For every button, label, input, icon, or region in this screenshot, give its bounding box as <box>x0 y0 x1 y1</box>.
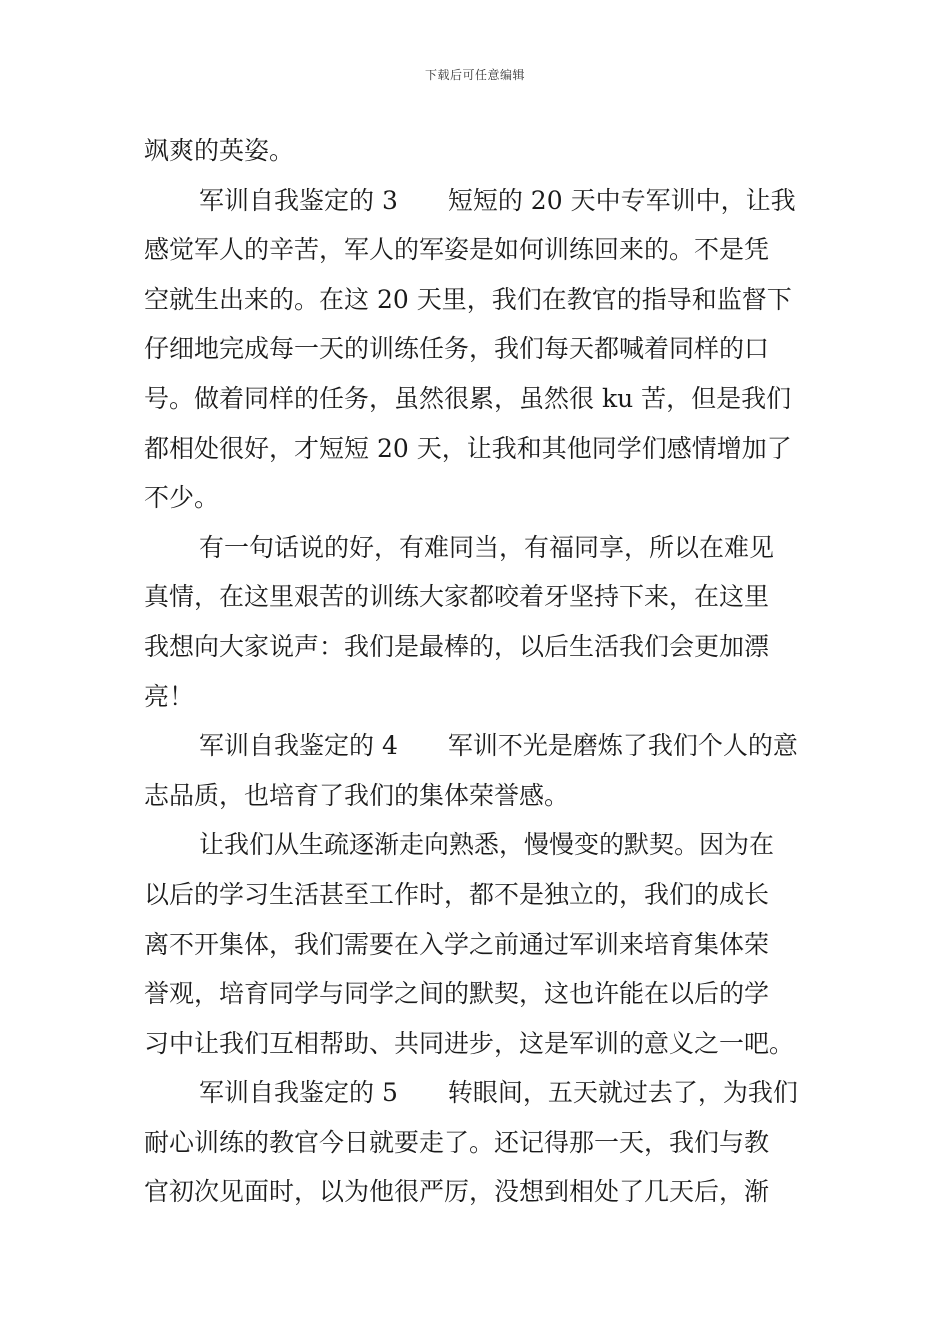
text-line-5: 仔细地完成每一天的训练任务，我们每天都喊着同样的口 <box>144 334 770 364</box>
section-heading-3: 军训自我鉴定的 3 <box>199 185 398 215</box>
document-body <box>144 126 810 1217</box>
text-line-19: 习中让我们互相帮助、共同进步，这是军训的意义之一吧。 <box>144 1028 795 1058</box>
text-line-7: 都相处很好，才短短 20 天，让我和其他同学们感情增加了 <box>144 433 792 463</box>
text-line-9: 有一句话说的好，有难同当，有福同享，所以在难见 <box>199 532 775 562</box>
text-line-1: 飒爽的英姿。 <box>144 136 295 165</box>
text-line-17: 离不开集体，我们需要在入学之前通过军训来培育集体荣 <box>144 929 770 959</box>
text-line-11: 我想向大家说声：我们是最棒的，以后生活我们会更加漂 <box>144 631 770 661</box>
section-text-3: 短短的 20 天中专军训中，让我 <box>447 185 796 215</box>
text-line-6: 号。做着同样的任务，虽然很累，虽然很 ku 苦，但是我们 <box>144 383 792 413</box>
text-line-8: 不少。 <box>144 483 220 513</box>
section-text-4: 军训不光是磨炼了我们个人的意 <box>447 731 798 761</box>
page-header: 下载后可任意编辑 <box>424 68 525 82</box>
text-line-20 <box>144 1068 810 1118</box>
section-heading-5: 军训自我鉴定的 5 <box>199 1078 398 1108</box>
text-line-18: 誉观，培育同学与同学之间的默契，这也许能在以后的学 <box>144 979 770 1009</box>
section-text-5: 转眼间，五天就过去了，为我们 <box>447 1078 798 1108</box>
text-line-10: 真情，在这里艰苦的训练大家都咬着牙坚持下来，在这里 <box>144 582 770 612</box>
text-line-15: 让我们从生疏逐渐走向熟悉，慢慢变的默契。因为在 <box>199 830 775 860</box>
text-line-12: 亮！ <box>144 681 195 711</box>
text-line-3: 感觉军人的辛苦，军人的军姿是如何训练回来的。不是凭 <box>144 235 770 265</box>
text-line-21: 耐心训练的教官今日就要走了。还记得那一天，我们与教 <box>144 1127 770 1157</box>
section-heading-4: 军训自我鉴定的 4 <box>199 731 398 761</box>
text-line-16: 以后的学习生活甚至工作时，都不是独立的，我们的成长 <box>144 879 770 909</box>
text-line-22: 官初次见面时，以为他很严厉，没想到相处了几天后，渐 <box>144 1177 770 1207</box>
text-line-4: 空就生出来的。在这 20 天里，我们在教官的指导和监督下 <box>144 284 792 314</box>
text-line-14: 志品质，也培育了我们的集体荣誉感。 <box>144 780 570 810</box>
text-line-13 <box>144 721 810 771</box>
text-line-2 <box>144 176 810 226</box>
